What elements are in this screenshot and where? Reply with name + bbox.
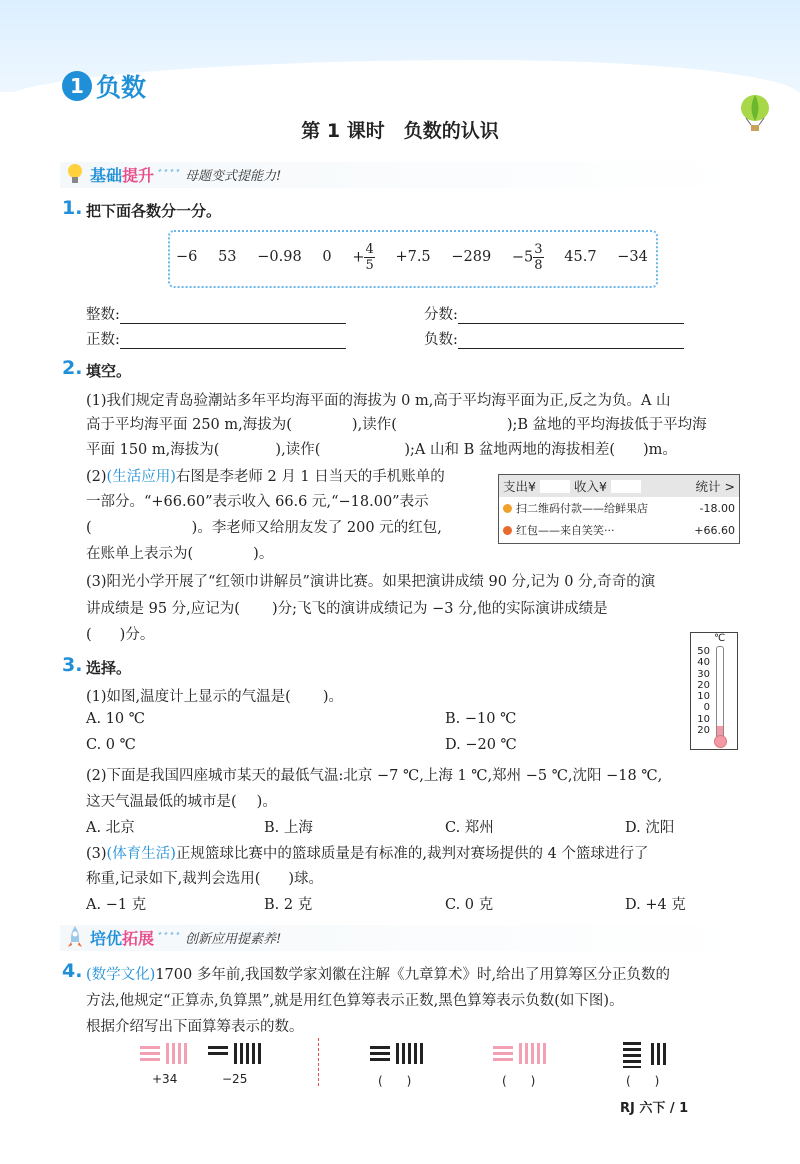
thermo-unit: ℃ (714, 633, 726, 644)
number-item: 0 (322, 249, 332, 265)
option-d[interactable]: D. +4 克 (625, 897, 686, 913)
answer-line-positive: 正数: (86, 328, 346, 349)
number-item: −289 (451, 249, 492, 265)
option-b[interactable]: B. −10 ℃ (445, 711, 517, 727)
section-title-b: 拓展 (122, 928, 155, 948)
question-number: 1. (62, 197, 83, 219)
question-number: 2. (62, 357, 83, 379)
bill-row: 红包——来自笑笑··· +66.60 (499, 519, 739, 541)
question-text: 把下面各数分一分。 (86, 202, 222, 220)
thermo-bulb (714, 735, 727, 748)
q3-line: (1)如图,温度计上显示的气温是( )。 (86, 689, 343, 705)
counting-rods-example-positive (140, 1042, 190, 1066)
counting-rods-2 (493, 1042, 553, 1066)
q3-line: 这天气温最低的城市是( )。 (86, 794, 277, 810)
option-a[interactable]: A. 北京 (86, 820, 135, 836)
number-item: −0.98 (257, 249, 302, 265)
section-motto: 母题变式提能力! (185, 168, 282, 184)
q3-line: 称重,记录如下,裁判会选用( )球。 (86, 871, 324, 887)
q2-line: (1)我们规定青岛验潮站多年平均海平面的海拔为 0 m,高于平均海平面为正,反之为负。A 山 (86, 393, 671, 409)
number-item: +7.5 (395, 249, 431, 265)
option-b[interactable]: B. 上海 (264, 820, 313, 836)
q4-line: 根据介绍写出下面算筹表示的数。 (86, 1019, 304, 1035)
option-c[interactable]: C. 0 克 (445, 897, 494, 913)
question-number: 3. (62, 654, 83, 676)
q2-line: 在账单上表示为( )。 (86, 546, 274, 562)
lesson-title: 第 1 课时 负数的认识 (301, 120, 499, 142)
answer-line-negative: 负数: (424, 328, 684, 349)
section-heading-basic (64, 162, 281, 186)
section-dots: ﾞﾞﾞﾞ (158, 930, 182, 945)
section-title-b: 提升 (122, 165, 155, 185)
q2-line: ( )。李老师又给朋友发了 200 元的红包, (86, 520, 442, 536)
answer-line-integers: 整数: (86, 303, 346, 324)
answer-blank[interactable] (458, 348, 684, 349)
q2-line: (2)(生活应用)右图是李老师 2 月 1 日当天的手机账单的 (86, 469, 445, 485)
section-dots: ﾞﾞﾞﾞ (158, 167, 182, 182)
bill-header: 支出¥ 收入¥ 统计 > (499, 475, 739, 497)
option-b[interactable]: B. 2 克 (264, 897, 313, 913)
fraction-item: −5 $\frac{3}{8}$ (511, 241, 543, 273)
option-c[interactable]: C. 0 ℃ (86, 737, 136, 753)
answer-blank[interactable] (458, 323, 684, 324)
number-item: −6 (176, 249, 198, 265)
counting-rods-example-negative (208, 1042, 268, 1066)
red-packet-icon (503, 526, 512, 535)
chapter-title: 负数 (96, 73, 147, 102)
number-item: 45.7 (564, 249, 597, 265)
thermo-ticks: 50 40 30 20 10 0 10 20 (697, 646, 710, 737)
phone-bill (498, 474, 740, 544)
option-d[interactable]: D. 沈阳 (625, 820, 675, 836)
q4-line: (数学文化)1700 多年前,我国数学家刘徽在注解《九章算术》时,给出了用算筹区分正负数的 (86, 967, 671, 983)
lightbulb-icon (64, 162, 86, 186)
section-motto: 创新应用提素养! (185, 931, 282, 947)
q2-line: 一部分。“+66.60”表示收入 66.6 元,“−18.00”表示 (86, 494, 429, 510)
q2-line: ( )分。 (86, 627, 155, 643)
question-text: 选择。 (86, 659, 132, 677)
example-label: −25 (222, 1072, 248, 1086)
section-title-a: 培优 (90, 928, 123, 948)
page-footer: RJ 六下 / 1 (620, 1101, 689, 1116)
section-heading-advanced (64, 925, 281, 949)
number-item: 53 (218, 249, 237, 265)
answer-blank[interactable]: ( ) (378, 1074, 412, 1088)
answer-blank[interactable]: ( ) (626, 1074, 660, 1088)
option-c[interactable]: C. 郑州 (445, 820, 494, 836)
chapter-heading (62, 68, 146, 104)
q3-line: (3)(体育生活)正规篮球比赛中的篮球质量是有标准的,裁判对赛场提供的 4 个篮球进行了 (86, 846, 649, 862)
answer-blank[interactable]: ( ) (502, 1074, 536, 1088)
question-text: 填空。 (86, 362, 132, 380)
number-list (176, 232, 648, 282)
bill-row: 扫二维码付款——给鲜果店 -18.00 (499, 497, 739, 519)
q2-line: (3)阳光小学开展了“红领巾讲解员”演讲比赛。如果把演讲成绩 90 分,记为 0 分,奇奇的演 (86, 574, 656, 590)
fraction-item: + $\frac{4}{5}$ (352, 241, 374, 273)
number-item: −34 (617, 249, 648, 265)
rocket-icon (64, 925, 86, 949)
option-d[interactable]: D. −20 ℃ (445, 737, 517, 753)
divider (318, 1038, 319, 1086)
answer-line-fractions: 分数: (424, 303, 684, 324)
example-label: +34 (152, 1072, 178, 1086)
q2-line: 高于平均海平面 250 m,海拔为( ),读作( );B 盆地的平均海拔低于平均海 (86, 417, 707, 433)
payment-icon (503, 504, 512, 513)
counting-rods-1 (370, 1042, 430, 1066)
option-a[interactable]: A. 10 ℃ (86, 711, 145, 727)
q2-line: 平面 150 m,海拔为( ),读作( );A 山和 B 盆地两地的海拔相差( )m。 (86, 442, 677, 458)
q2-line: 讲成绩是 95 分,应记为( )分;飞飞的演讲成绩记为 −3 分,他的实际演讲成绩是 (86, 601, 608, 617)
thermometer (690, 632, 738, 750)
q4-line: 方法,他规定“正算赤,负算黑”,就是用红色算筹表示正数,黑色算筹表示负数(如下图)。 (86, 993, 624, 1009)
answer-blank[interactable] (120, 323, 346, 324)
q3-line: (2)下面是我国四座城市某天的最低气温:北京 −7 ℃,上海 1 ℃,郑州 −5 ℃,沈阳 −18 ℃, (86, 768, 663, 784)
section-title-a: 基础 (90, 165, 123, 185)
answer-blank[interactable] (120, 348, 346, 349)
bill-stat-link[interactable]: 统计 > (695, 479, 735, 494)
option-a[interactable]: A. −1 克 (86, 897, 147, 913)
question-number: 4. (62, 960, 83, 982)
chapter-number: 1 (62, 71, 92, 101)
counting-rods-3 (623, 1040, 671, 1068)
